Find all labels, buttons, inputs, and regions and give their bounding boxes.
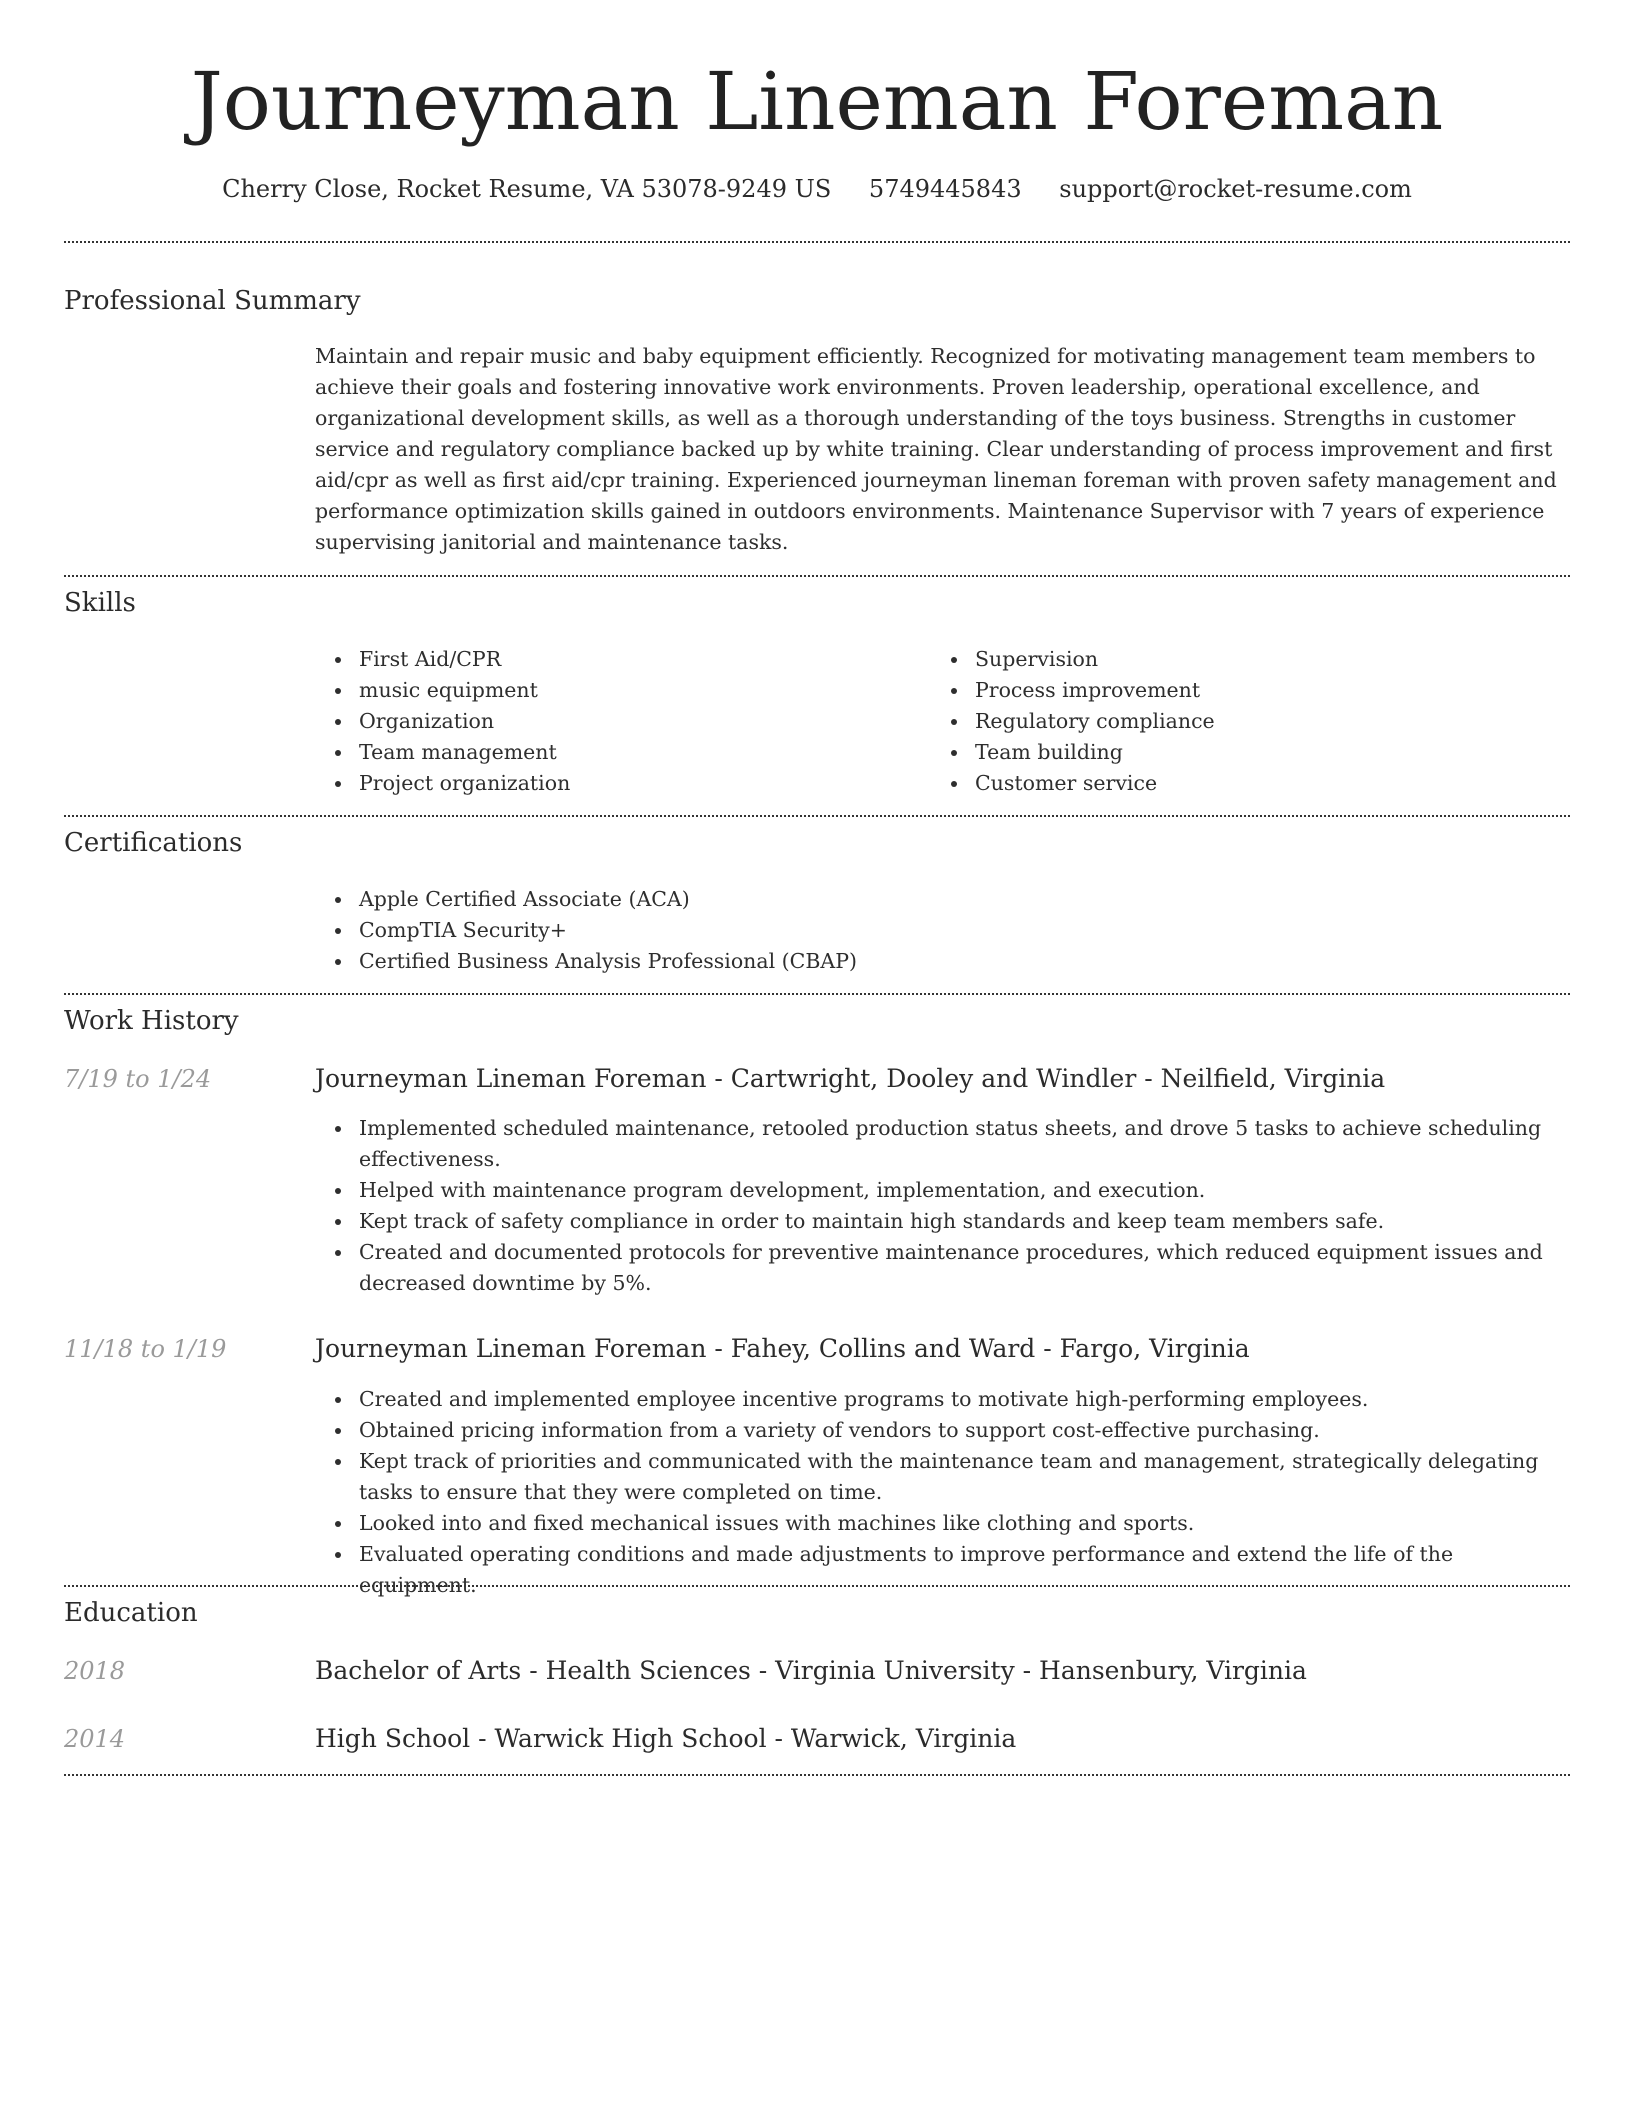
section-title-education: Education: [64, 1598, 198, 1628]
divider: [64, 1774, 1570, 1776]
skills-list-left: [315, 644, 895, 799]
divider: [64, 815, 1570, 817]
contact-line: [64, 172, 1570, 206]
job-title: Journeyman Lineman Foreman - Fahey, Collins and Ward - Fargo, Virginia: [315, 1334, 1250, 1363]
skill-item: Regulatory compliance: [931, 706, 1511, 737]
job-dates: 7/19 to 1/24: [64, 1065, 212, 1093]
section-title-work-history: Work History: [64, 1006, 239, 1036]
job-bullet: Kept track of safety compliance in order to maintain high standards and keep team members safe.: [315, 1206, 1577, 1237]
job-bullet: Evaluated operating conditions and made adjustments to improve performance and extend the life of the equipment.: [315, 1539, 1577, 1601]
divider: [64, 241, 1570, 243]
education-year: 2014: [64, 1725, 126, 1753]
job-bullet: Kept track of priorities and communicated with the maintenance team and management, strategically delegating tasks to ensure that they were completed on time.: [315, 1446, 1577, 1508]
skill-item: Project organization: [315, 768, 895, 799]
certification-item: Certified Business Analysis Professional (CBAP): [315, 946, 1315, 977]
job-bullet: Created and implemented employee incentive programs to motivate high-performing employees.: [315, 1384, 1577, 1415]
skill-item: Process improvement: [931, 675, 1511, 706]
job-title: Journeyman Lineman Foreman - Cartwright, Dooley and Windler - Neilfield, Virginia: [315, 1064, 1386, 1093]
summary-text: Maintain and repair music and baby equipment efficiently. Recognized for motivating management team members to achieve their goals and fostering innovative work environments. Proven leadership, operational excellence, and organizational development skills, as well as a thorough understanding of the toys business. Strengths in customer service and regulatory compliance backed up by white training. Clear understanding of process improvement and first aid/cpr as well as first aid/cpr training. Experienced journeyman lineman foreman with proven safety management and performance optimization skills gained in outdoors environments. Maintenance Supervisor with 7 years of experience supervising janitorial and maintenance tasks.: [315, 344, 1557, 554]
divider: [64, 575, 1570, 577]
section-title-summary: Professional Summary: [64, 286, 361, 316]
education-entry: High School - Warwick High School - Warwick, Virginia: [315, 1724, 1017, 1753]
job-bullets: [315, 1113, 1577, 1299]
certification-item: Apple Certified Associate (ACA): [315, 884, 1315, 915]
job-bullet: Created and documented protocols for preventive maintenance procedures, which reduced equipment issues and decreased downtime by 5%.: [315, 1237, 1577, 1299]
skills-list-right: [931, 644, 1511, 799]
contact-email: support@rocket-resume.com: [1059, 175, 1412, 203]
skill-item: Team management: [315, 737, 895, 768]
job-bullet: Obtained pricing information from a variety of vendors to support cost-effective purchasing.: [315, 1415, 1577, 1446]
divider: [64, 1585, 1570, 1587]
contact-address: Cherry Close, Rocket Resume, VA 53078-9249 US: [222, 175, 832, 203]
job-bullet: Looked into and fixed mechanical issues with machines like clothing and sports.: [315, 1508, 1577, 1539]
education-year: 2018: [64, 1657, 126, 1685]
job-bullet: Implemented scheduled maintenance, retooled production status sheets, and drove 5 tasks to achieve scheduling effectiveness.: [315, 1113, 1577, 1175]
job-bullet: Helped with maintenance program development, implementation, and execution.: [315, 1175, 1577, 1206]
contact-phone: 5749445843: [868, 175, 1022, 203]
skill-item: Organization: [315, 706, 895, 737]
skill-item: music equipment: [315, 675, 895, 706]
skill-item: First Aid/CPR: [315, 644, 895, 675]
job-bullets: [315, 1384, 1577, 1601]
section-title-certifications: Certifications: [64, 828, 243, 858]
candidate-name: Journeyman Lineman Foreman: [190, 55, 1444, 148]
certifications-list: [315, 884, 1315, 977]
job-dates: 11/18 to 1/19: [64, 1335, 227, 1363]
skill-item: Team building: [931, 737, 1511, 768]
section-title-skills: Skills: [64, 588, 136, 618]
education-entry: Bachelor of Arts - Health Sciences - Virginia University - Hansenbury, Virginia: [315, 1656, 1307, 1685]
divider: [64, 993, 1570, 995]
skill-item: Customer service: [931, 768, 1511, 799]
certification-item: CompTIA Security+: [315, 915, 1315, 946]
skill-item: Supervision: [931, 644, 1511, 675]
